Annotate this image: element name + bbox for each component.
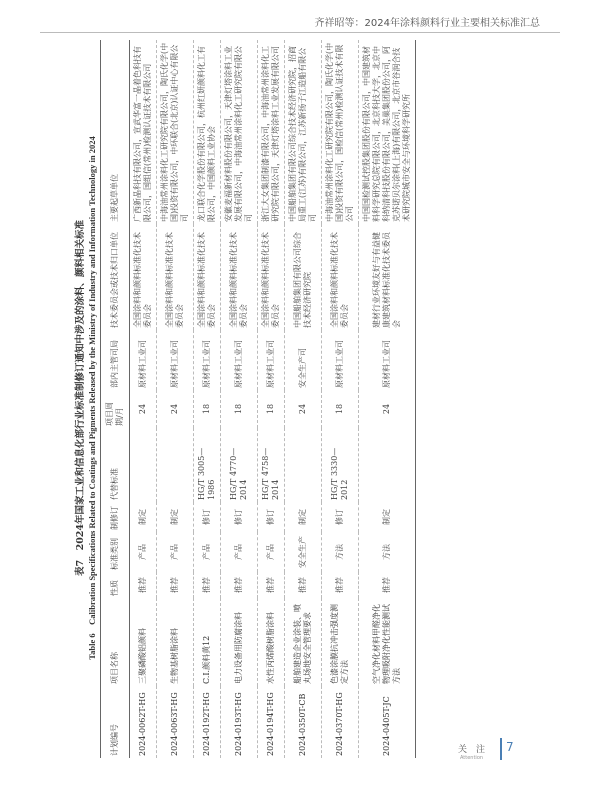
table-row <box>322 40 359 758</box>
cell-code: 2024-0062T-HG <box>130 686 157 758</box>
cell-code: 2024-0350T-CB <box>285 686 322 758</box>
cell-period: 18 <box>194 390 221 428</box>
cell-replaces: HG/T 4758—2014 <box>258 428 285 502</box>
cell-name: 水性丙烯酸树脂涂料 <box>258 598 285 686</box>
table-row <box>157 40 194 758</box>
cell-replaces: HG/T 3330—2012 <box>322 428 359 502</box>
cell-period: 18 <box>322 390 359 428</box>
col-header: 制修订 <box>101 502 130 532</box>
cell-name: 空气净化材料甲醛净化物理吸附净化性能测试方法 <box>359 598 416 686</box>
table-row <box>221 40 258 758</box>
cell-committee: 全国涂料和颜料标准化技术委员会 <box>322 224 359 330</box>
cell-nature: 推荐 <box>130 572 157 598</box>
cell-type: 修订 <box>194 502 221 532</box>
cell-name: 电力设备用防腐涂料 <box>221 598 258 686</box>
cell-period: 24 <box>359 390 416 428</box>
table-row <box>258 40 285 758</box>
cell-name: 三聚磷酸铝颜料 <box>130 598 157 686</box>
cell-nature: 推荐 <box>194 572 221 598</box>
cell-nature: 推荐 <box>157 572 194 598</box>
cell-drafters: 广西新晶科技有限公司，宣武华富一晶着色科技有限公司，国组信(常州)检测认证技术有限公司 <box>130 40 157 224</box>
cell-nature: 推荐 <box>322 572 359 598</box>
cell-replaces <box>157 428 194 502</box>
cell-committee: 全国涂料和颜料标准化技术委员会 <box>194 224 221 330</box>
cell-replaces <box>285 428 322 502</box>
col-header: 部内主管司局 <box>101 330 130 390</box>
cell-name: 船舶建造企业涂装、喷丸场地安全管理要求 <box>285 598 322 686</box>
cell-committee: 全国涂料和颜料标准化技术委员会 <box>130 224 157 330</box>
col-header: 性质 <box>101 572 130 598</box>
cell-code: 2024-0063T-HG <box>157 686 194 758</box>
cell-code: 2024-0370T-HG <box>322 686 359 758</box>
cell-name: 生物基树脂涂料 <box>157 598 194 686</box>
cell-nature: 推荐 <box>285 572 322 598</box>
cell-dept: 原材料工业司 <box>322 330 359 390</box>
cell-code: 2024-0405T-JC <box>359 686 416 758</box>
col-header: 技术委员会或技术归口单位 <box>101 224 130 330</box>
col-header: 项目名称 <box>101 598 130 686</box>
cell-category: 方法 <box>359 532 416 572</box>
col-header: 代替标准 <box>101 428 130 502</box>
cell-type: 制定 <box>359 502 416 532</box>
cell-replaces <box>130 428 157 502</box>
cell-replaces: HG/T 4770—2014 <box>221 428 258 502</box>
cell-committee: 全国涂料和颜料标准化技术委员会 <box>157 224 194 330</box>
col-header: 主要起草单位 <box>101 40 130 224</box>
cell-category: 方法 <box>322 532 359 572</box>
cell-drafters: 中国船舶集团有限公司综合技术经济研究院，招商局重工(江苏)有限公司，江苏新扬子江造船有限公司 <box>285 40 322 224</box>
cell-code: 2024-0193T-HG <box>221 686 258 758</box>
cell-type: 制定 <box>285 502 322 532</box>
cell-drafters: 浙江大女集团制漆有限公司，中海油常州涂料化工研究院有限公司，天津灯塔涂料工业发展有限公司 <box>258 40 285 224</box>
cell-nature: 推荐 <box>258 572 285 598</box>
cell-replaces <box>359 428 416 502</box>
page-number: 7 <box>506 740 514 754</box>
cell-nature: 推荐 <box>221 572 258 598</box>
cell-type: 制定 <box>130 502 157 532</box>
table-row <box>194 40 221 758</box>
cell-drafters: 中国国检测试控股集团股份有限公司，中国建筑材料科学研究总院有限公司，北京科技大学，北京中科纳清科技股份有限公司，美巢集团股份公司，阿克苏诺贝尔涂料(上海)有限公司，北京市谷润合技术研究院城市安全与环境科学研究所 <box>359 40 416 224</box>
col-header: 项目周期/月 <box>101 390 130 428</box>
cell-dept: 原材料工业司 <box>221 330 258 390</box>
cell-code: 2024-0192T-HG <box>194 686 221 758</box>
cell-dept: 原材料工业司 <box>157 330 194 390</box>
cell-nature: 推荐 <box>359 572 416 598</box>
cell-committee: 全国涂料和颜料标准化技术委员会 <box>221 224 258 330</box>
cell-drafters: 龙口联合化学股份有限公司，杭州红妍颜料化工有限公司，中国颜料工业协会 <box>194 40 221 224</box>
footer-sublabel: Attention <box>459 755 484 761</box>
footer-divider <box>500 738 502 760</box>
table-row <box>130 40 157 758</box>
table-row <box>359 40 416 758</box>
cell-replaces: HG/T 3005—1986 <box>194 428 221 502</box>
cell-dept: 原材料工业司 <box>258 330 285 390</box>
cell-dept: 原材料工业司 <box>194 330 221 390</box>
cell-category: 产品 <box>258 532 285 572</box>
cell-period: 18 <box>221 390 258 428</box>
cell-type: 修订 <box>258 502 285 532</box>
table-caption-cn: 表7 2024年国家工业和信息化部行业标准制修订通知中涉及的涂料、颜料相关标准 <box>75 219 86 577</box>
cell-period: 18 <box>258 390 285 428</box>
footer-label: 关 注 <box>458 745 486 755</box>
cell-dept: 原材料工业司 <box>130 330 157 390</box>
cell-name: C.I.颜料黄12 <box>194 598 221 686</box>
footer-section-label <box>458 742 485 761</box>
cell-drafters: 中海油常州涂料化工研究院有限公司，陶氏化学(中国)投资有限公司，中环联合(北京)认证中心有限公司 <box>157 40 194 224</box>
cell-code: 2024-0194T-HG <box>258 686 285 758</box>
standards-table <box>100 40 416 758</box>
cell-type: 修订 <box>221 502 258 532</box>
cell-committee: 中国船舶集团有限公司综合技术经济研究院 <box>285 224 322 330</box>
cell-category: 安全生产 <box>285 532 322 572</box>
cell-dept: 原材料工业司 <box>359 330 416 390</box>
col-header: 计划编号 <box>101 686 130 758</box>
cell-period: 24 <box>285 390 322 428</box>
cell-type: 制定 <box>157 502 194 532</box>
table-caption-en: Table 6 Calibration Specifications Related to Coatings and Pigments Released by the Ministry of Industry and Information Technology in 2024 <box>87 136 97 660</box>
cell-name: 色漆涂膜抗冲击强度测定方法 <box>322 598 359 686</box>
cell-drafters: 中海油常州涂料化工研究院有限公司，陶氏化学(中国)投资有限公司，国检信(常州)检测认证技术有限公司 <box>322 40 359 224</box>
cell-dept: 安全生产司 <box>285 330 322 390</box>
running-header: 齐祥昭等：2024年涂料颜料行业主要相关标准汇总 <box>314 18 540 29</box>
col-header: 标准类别 <box>101 532 130 572</box>
cell-committee: 全国涂料和颜料标准化技术委员会 <box>258 224 285 330</box>
cell-category: 产品 <box>157 532 194 572</box>
cell-period: 24 <box>157 390 194 428</box>
cell-category: 产品 <box>221 532 258 572</box>
cell-period: 24 <box>130 390 157 428</box>
cell-category: 产品 <box>130 532 157 572</box>
cell-category: 产品 <box>194 532 221 572</box>
table-row <box>285 40 322 758</box>
cell-type: 修订 <box>322 502 359 532</box>
table-header-row <box>101 40 130 758</box>
cell-committee: 建材行业环境友好与有益健康建筑材料标准化技术委员会 <box>359 224 416 330</box>
cell-drafters: 安徽麦福新材料股份有限公司，天津灯塔涂料工业发展有限公司，中海油常州涂料化工研究院有限公司 <box>221 40 258 224</box>
